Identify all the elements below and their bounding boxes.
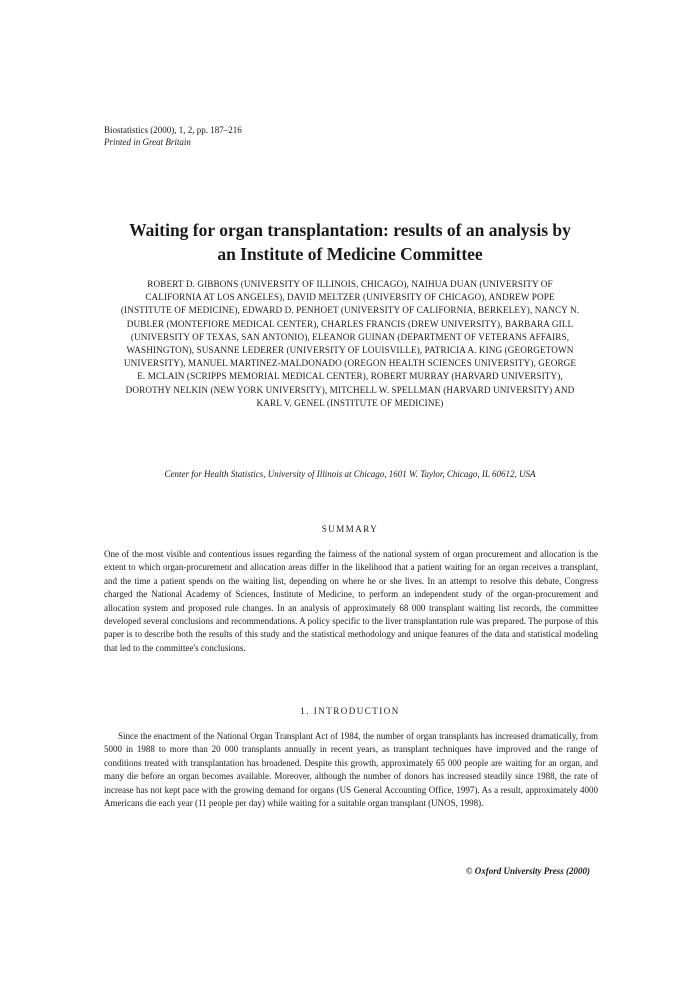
introduction-text: Since the enactment of the National Organ Transplant Act of 1984, the number of organ transplants has increased dramatically, from 5000 in 1988 to more than 20 000 transplants annually in recent years, as transplant techniques have improved and the range of conditions treated with transplantation has broadened. Despite this growth, approximately 65 000 people are waiting for an organ, and many die before an organ becomes available. Moreover, although the number of donors has increased steadily since 1988, the rate of increase has not kept pace with the growing demand for organs (US General Accounting Office, 1997). As a result, approximately 4000 Americans die each year (11 people per day) while waiting for a suitable organ transplant (UNOS, 1998). xyxy=(104,731,598,809)
introduction-heading: 1. INTRODUCTION xyxy=(300,706,400,716)
affiliation: Center for Health Statistics, University of Illinois at Chicago, 1601 W. Taylor, Chicago, IL 60612, USA xyxy=(164,469,536,479)
journal-header xyxy=(104,124,242,148)
abstract-text: One of the most visible and contentious issues regarding the fairness of the national system of organ procurement and allocation is the extent to which organ-procurement and allocation areas differ in the likelihood that a patient waiting for an organ receives a transplant, and the time a patient spends on the waiting list, depending on where he or she lives. In an attempt to resolve this debate, Congress charged the National Academy of Sciences, Institute of Medicine, to perform an independent study of the organ-procurement and allocation system and proposed rule changes. In an analysis of approximately 68 000 transplant waiting list records, the committee developed several conclusions and recommendations. A policy specific to the liver transplantation rule was prepared. The purpose of this paper is to describe both the results of this study and the statistical methodology and unique features of the data and statistical modeling that led to the committee's conclusions. xyxy=(104,549,598,653)
citation: Biostatistics (2000), 1, 2, pp. 187–216 xyxy=(104,125,242,135)
paper-title: Waiting for organ transplantation: results of an analysis by an Institute of Medicine Committee xyxy=(129,220,571,264)
abstract-heading: SUMMARY xyxy=(321,524,379,534)
author-list: ROBERT D. GIBBONS (UNIVERSITY OF ILLINOIS, CHICAGO), NAIHUA DUAN (UNIVERSITY OF CALIFORNIA AT LOS ANGELES), DAVID MELTZER (UNIVERSITY OF CHICAGO), ANDREW POPE (INSTITUTE OF MEDICINE), EDWARD D. PENHOET (UNIVERSITY OF CALIFORNIA, BERKELEY), NANCY N. DUBLER (MONTEFIORE MEDICAL CENTER), CHARLES FRANCIS (DREW UNIVERSITY), BARBARA GILL (UNIVERSITY OF TEXAS, SAN ANTONIO), ELEANOR GUINAN (DEPARTMENT OF VETERANS AFFAIRS, WASHINGTON), SUSANNE LEDERER (UNIVERSITY OF LOUISVILLE), PATRICIA A. KING (GEORGETOWN UNIVERSITY), MANUEL MARTINEZ-MALDONADO (OREGON HEALTH SCIENCES UNIVERSITY), GEORGE E. MCLAIN (SCRIPPS MEMORIAL MEDICAL CENTER), ROBERT MURRAY (HARVARD UNIVERSITY), DOROTHY NELKIN (NEW YORK UNIVERSITY), MITCHELL W. SPELLMAN (HARVARD UNIVERSITY) AND KARL V. GENEL (INSTITUTE OF MEDICINE) xyxy=(120,279,580,408)
copyright-footer: © Oxford University Press (2000) xyxy=(465,866,590,876)
printed-in: Printed in Great Britain xyxy=(104,137,191,147)
